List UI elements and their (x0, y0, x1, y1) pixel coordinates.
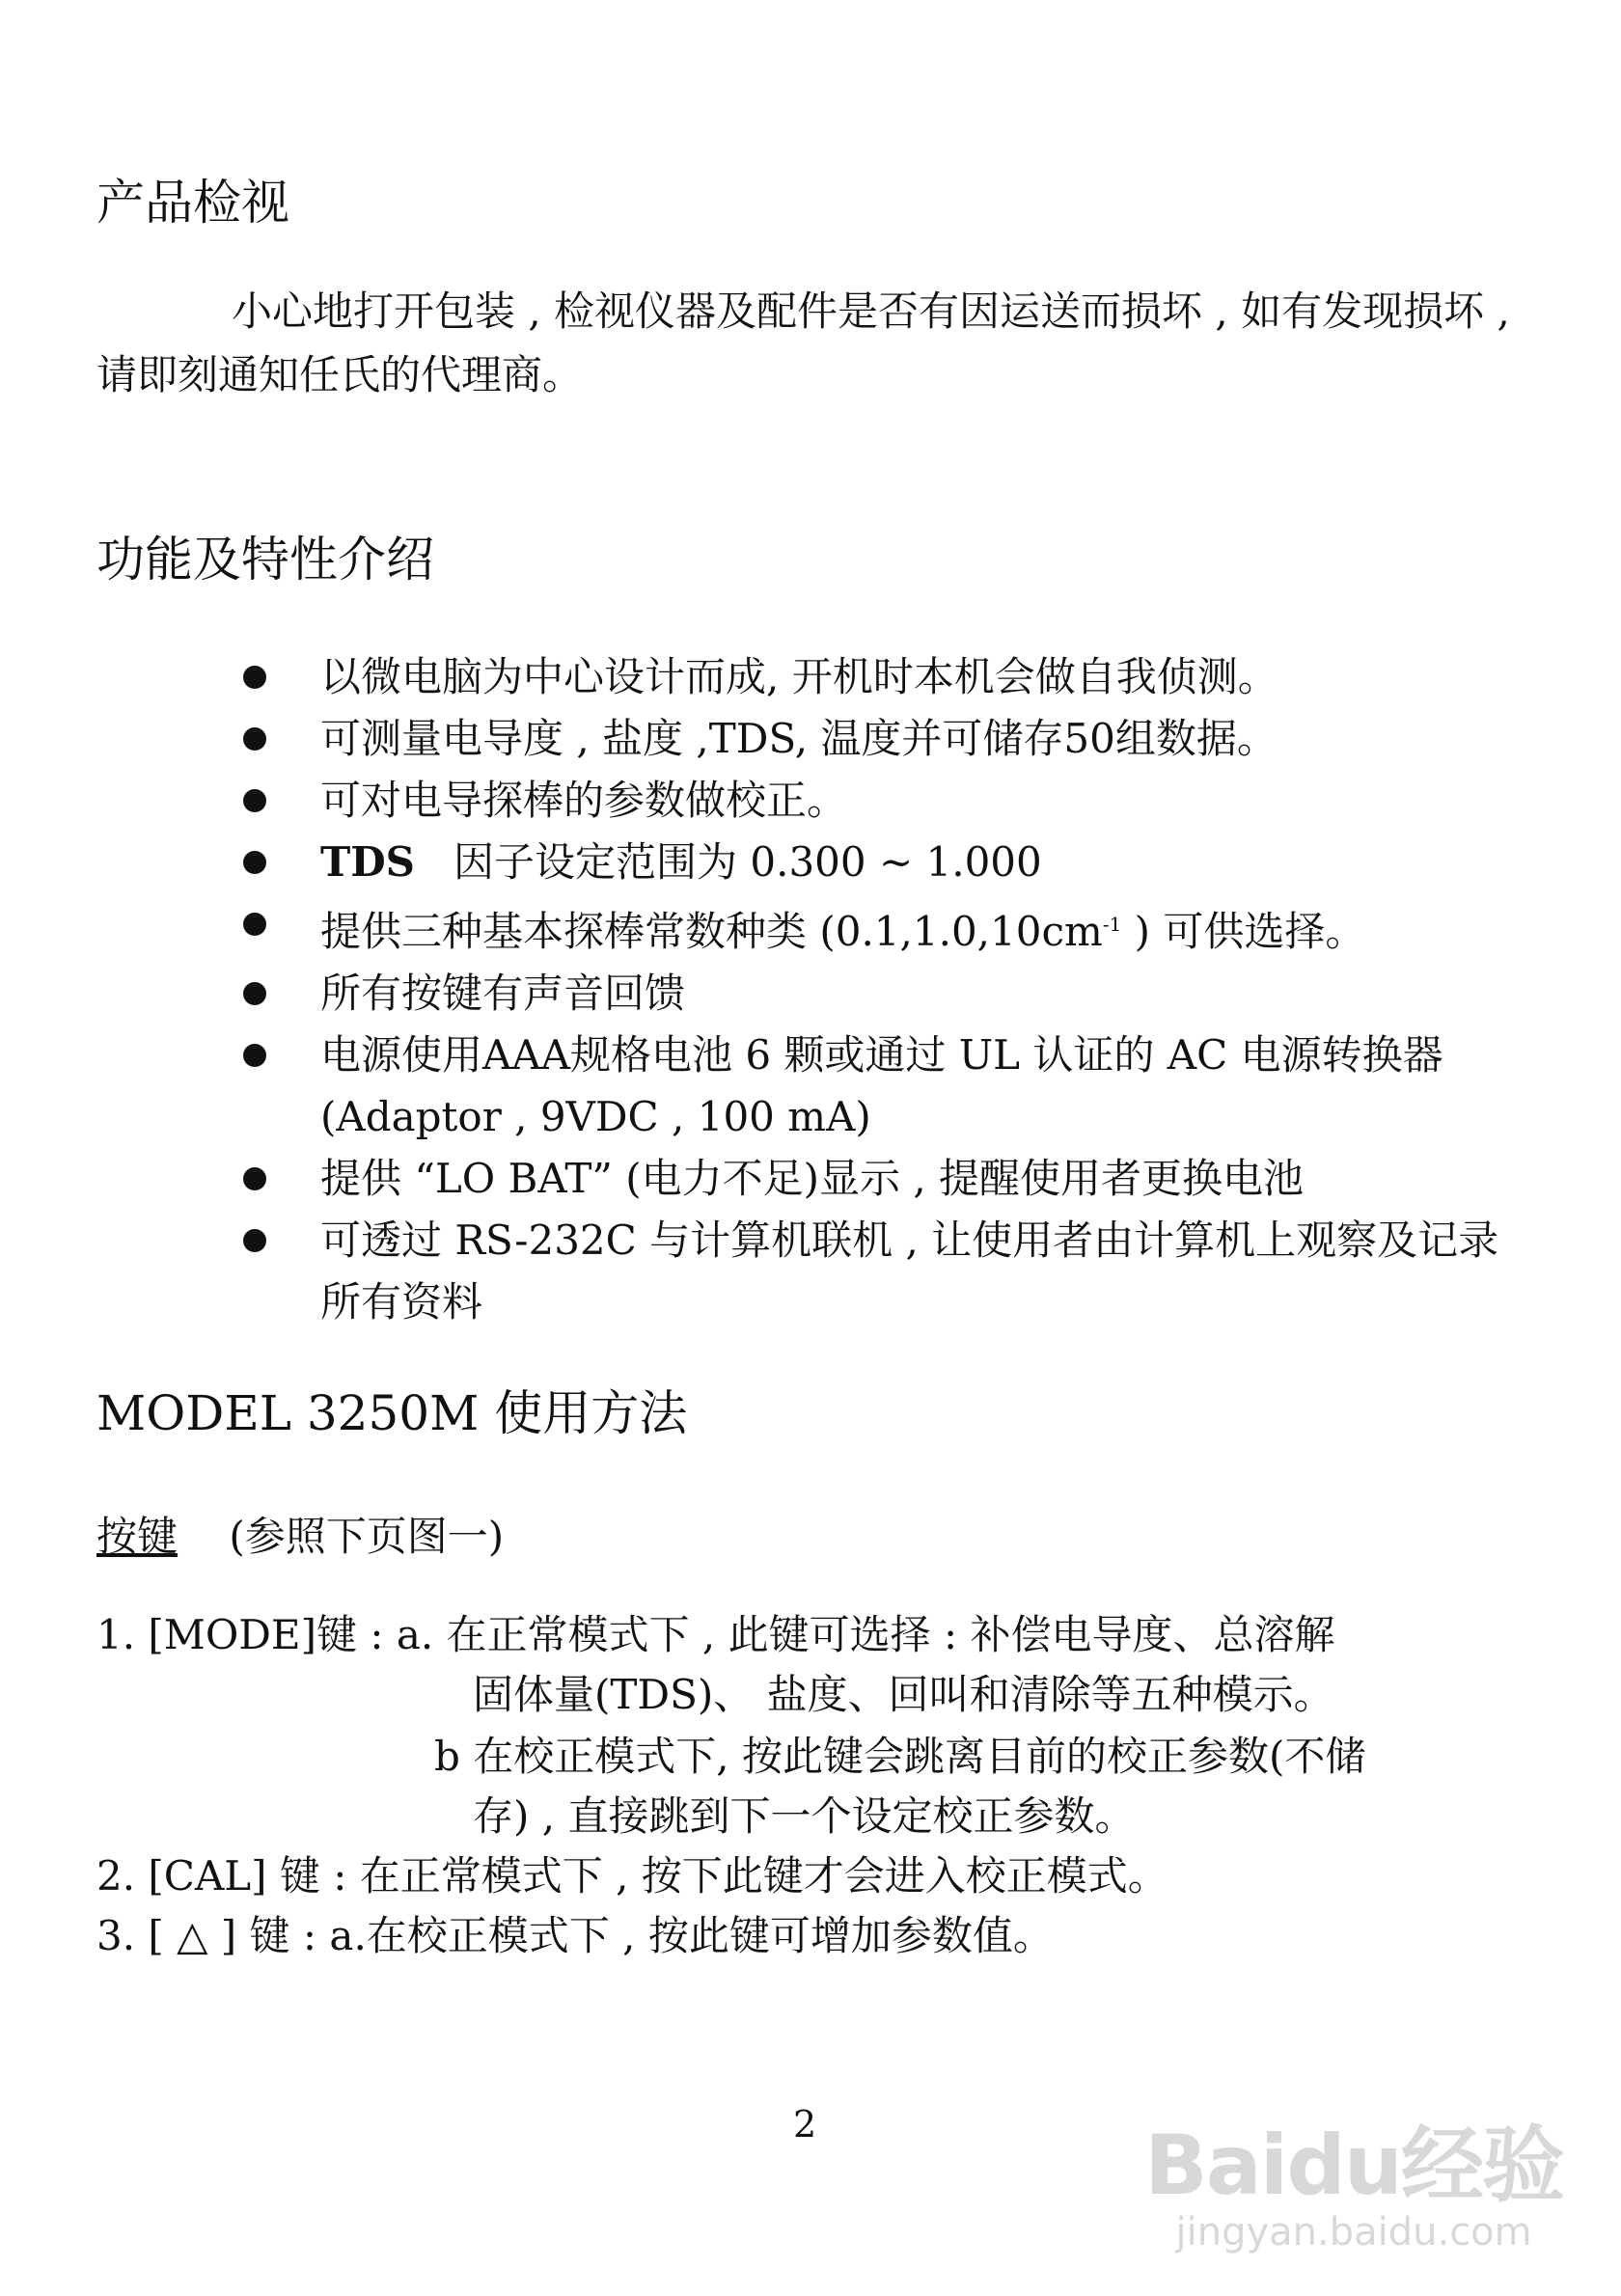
keys-label: 按键 (96, 1513, 179, 1560)
bullet-icon (243, 727, 266, 751)
key-item-cal: 2. [CAL] 键 : 在正常模式下 , 按下此键才会进入校正模式。 (96, 1852, 1168, 1900)
key-item-mode-cont: 固体量(TDS)、 盐度、回叫和清除等五种模示。 (473, 1671, 1334, 1718)
list-item: 可对电导探棒的参数做校正。 (232, 770, 1525, 832)
bullet-icon (243, 789, 266, 812)
bullet-icon (243, 1229, 266, 1252)
list-item: 以微电脑为中心设计而成, 开机时本机会做自我侦测。 (232, 646, 1525, 708)
keys-reference: (参照下页图一) (229, 1513, 505, 1560)
key-item-mode: 1. [MODE]键 : a. 在正常模式下 , 此键可选择 : 补偿电导度、总溶解 (96, 1611, 1335, 1658)
features-list (232, 646, 1525, 1333)
bullet-icon (243, 982, 266, 1005)
section-title-features: 功能及特性介绍 (96, 532, 434, 588)
list-item: 提供 “LO BAT” (电力不足)显示 , 提醒使用者更换电池 (232, 1148, 1525, 1210)
list-item: 电源使用AAA规格电池 6 颗或通过 UL 认证的 AC 电源转换器(Adaptor , 9VDC , 100 mA) (232, 1025, 1525, 1148)
watermark-logo: Baidu经验 (1144, 2118, 1563, 2214)
bullet-icon (243, 666, 266, 689)
key-item-mode-b: b 在校正模式下, 按此键会跳离目前的校正参数(不储 (434, 1733, 1366, 1780)
bullet-icon (243, 913, 266, 936)
watermark (1144, 2098, 1563, 2255)
tds-mark: TDS (320, 838, 416, 886)
key-item-up: 3. [ △ ] 键 : a.在校正模式下 , 按此键可增加参数值。 (96, 1912, 1054, 1959)
inspect-paragraph: 小心地打开包装 , 检视仪器及配件是否有因运送而损坏 , 如有发现损坏 , 请即刻通知任氏的代理商。 (96, 287, 1510, 398)
page-number: 2 (793, 2103, 817, 2146)
list-item: TDS 因子设定范围为 0.300 ~ 1.000 (232, 832, 1525, 893)
list-item: 所有按键有声音回馈 (232, 963, 1525, 1025)
key-item-mode-b-cont: 存) , 直接跳到下一个设定校正参数。 (473, 1792, 1136, 1840)
list-item: 提供三种基本探棒常数种类 ($0.1,1.0,10cm^{-1}$ ) 可供选择。 (232, 893, 1525, 963)
bullet-icon (243, 1167, 266, 1190)
bullet-icon (243, 851, 266, 874)
keys-heading (96, 1505, 504, 1563)
section-title-inspect: 产品检视 (96, 175, 289, 231)
watermark-url: jingyan.baidu.com (1175, 2210, 1532, 2255)
list-item: 可透过 RS-232C 与计算机联机 , 让使用者由计算机上观察及记录所有资料 (232, 1210, 1525, 1333)
list-item: 可测量电导度 , 盐度 ,TDS, 温度并可储存50组数据。 (232, 708, 1525, 770)
section-title-usage: MODEL 3250M 使用方法 (96, 1385, 688, 1441)
bullet-icon (243, 1044, 266, 1067)
superscript: -1 (1102, 913, 1122, 936)
